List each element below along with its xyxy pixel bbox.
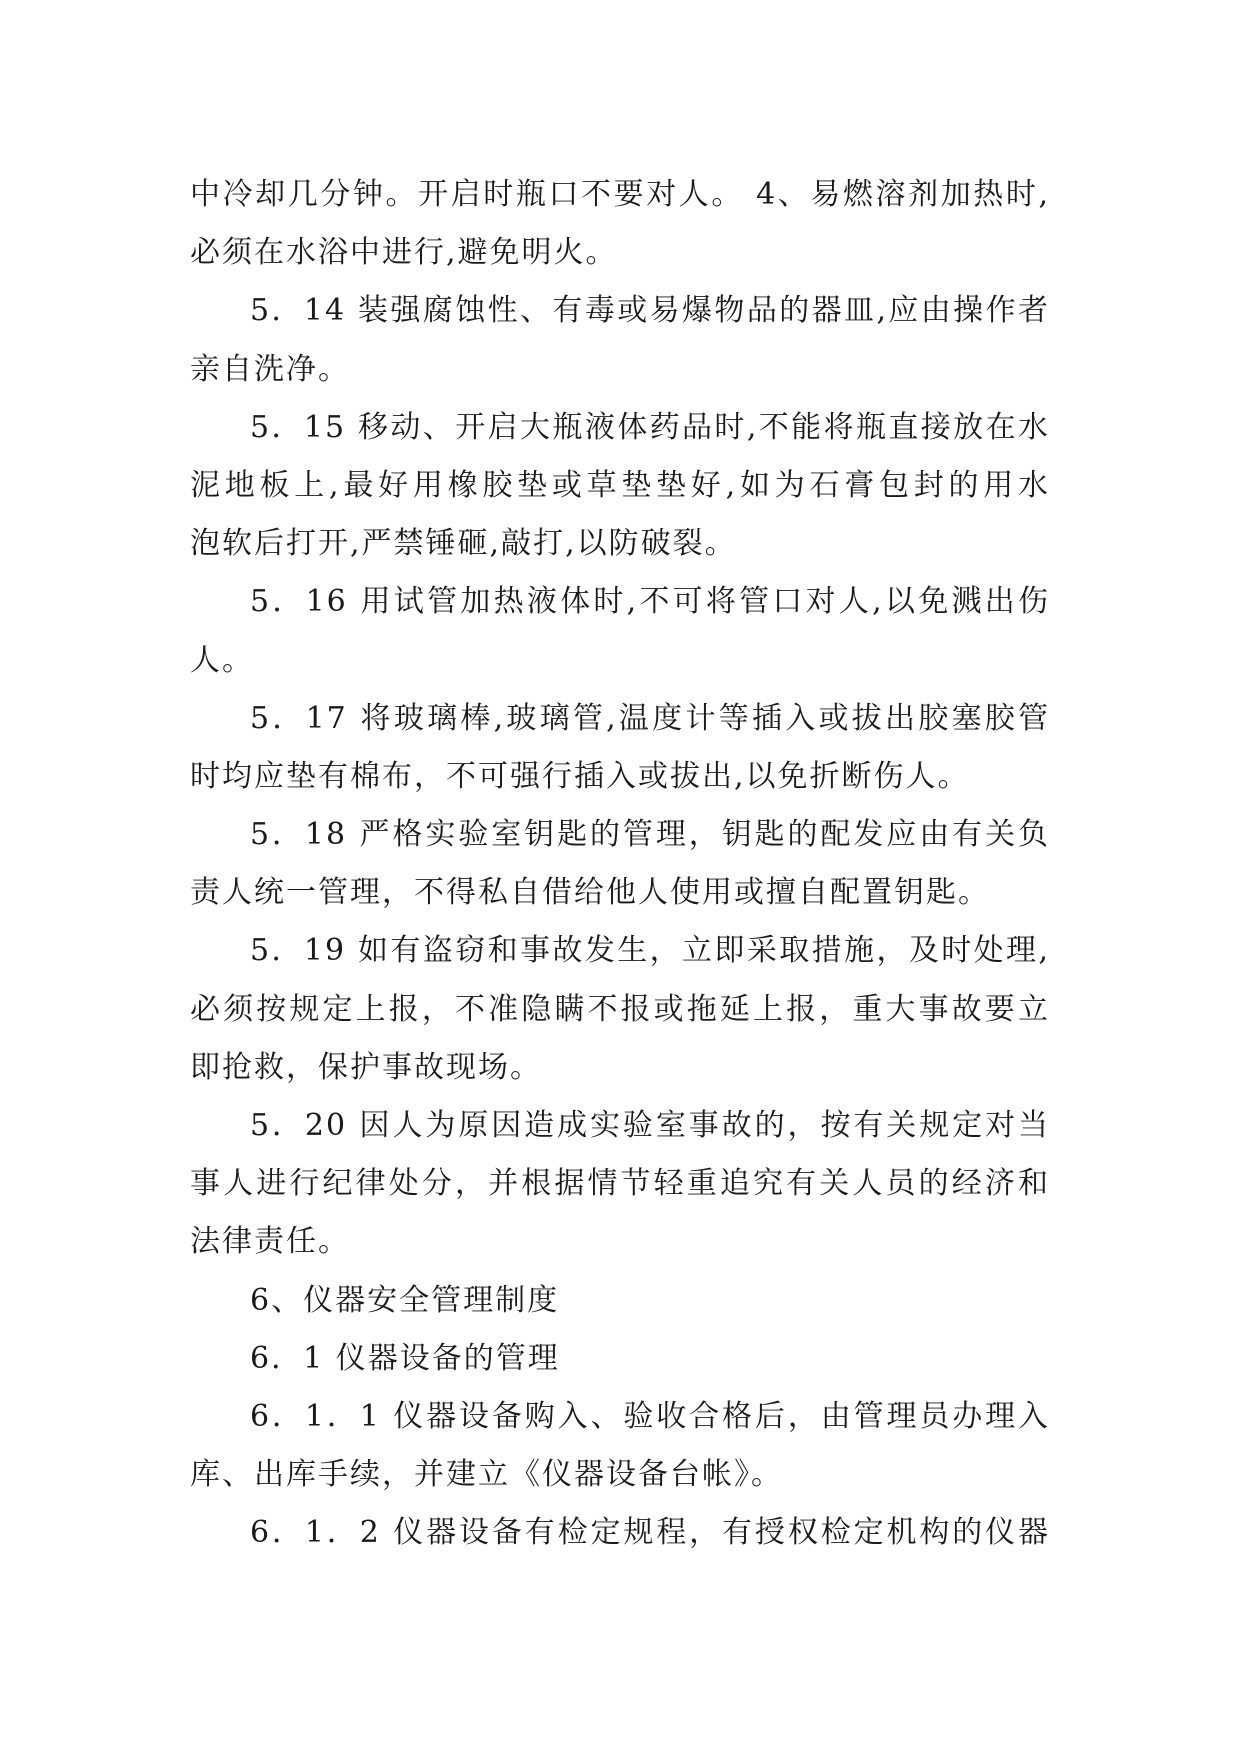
text-line: 5．19 如有盗窃和事故发生，立即采取措施，及时处理, <box>250 933 1050 969</box>
text-line: 5．16 用试管加热液体时,不可将管口对人,以免溅出伤 <box>250 584 1050 620</box>
text-line: 库、出库手续，并建立《仪器设备台帐》。 <box>190 1457 783 1493</box>
text-line: 6、仪器安全管理制度 <box>250 1282 560 1318</box>
text-line: 事人进行纪律处分，并根据情节轻重追究有关人员的经济和 <box>190 1166 1050 1202</box>
text-line: 即抢救，保护事故现场。 <box>190 1049 542 1085</box>
text-line: 法律责任。 <box>190 1224 350 1260</box>
text-line: 6．1．2 仪器设备有检定规程，有授权检定机构的仪器 <box>250 1515 1050 1551</box>
text-line: 5．18 严格实验室钥匙的管理，钥匙的配发应由有关负 <box>250 817 1050 853</box>
text-line: 责人统一管理，不得私自借给他人使用或擅自配置钥匙。 <box>190 875 990 911</box>
text-line: 6．1．1 仪器设备购入、验收合格后，由管理员办理入 <box>250 1398 1050 1434</box>
text-line: 时均应垫有棉布，不可强行插入或拔出,以免折断伤人。 <box>190 758 970 794</box>
text-line: 必须在水浴中进行,避免明火。 <box>190 235 618 271</box>
text-line: 中冷却几分钟。开启时瓶口不要对人。 4、易燃溶剂加热时, <box>190 177 1050 212</box>
text-line: 泥地板上,最好用橡胶垫或草垫垫好,如为石膏包封的用水 <box>190 467 1050 503</box>
text-line: 5．20 因人为原因造成实验室事故的，按有关规定对当 <box>250 1108 1050 1143</box>
text-line: 5．15 移动、开启大瓶液体药品时,不能将瓶直接放在水 <box>250 409 1050 445</box>
document-body <box>190 166 1050 1563</box>
text-line: 人。 <box>190 642 254 678</box>
text-line: 亲自洗净。 <box>190 351 350 387</box>
text-line: 5．14 装强腐蚀性、有毒或易爆物品的器皿,应由操作者 <box>250 293 1050 329</box>
text-line: 6．1 仪器设备的管理 <box>250 1340 560 1376</box>
text-line: 泡软后打开,严禁锤砸,敲打,以防破裂。 <box>190 526 737 562</box>
text-line: 必须按规定上报，不准隐瞒不报或拖延上报，重大事故要立 <box>190 991 1050 1027</box>
text-line: 5．17 将玻璃棒,玻璃管,温度计等插入或拔出胶塞胶管 <box>250 700 1050 736</box>
